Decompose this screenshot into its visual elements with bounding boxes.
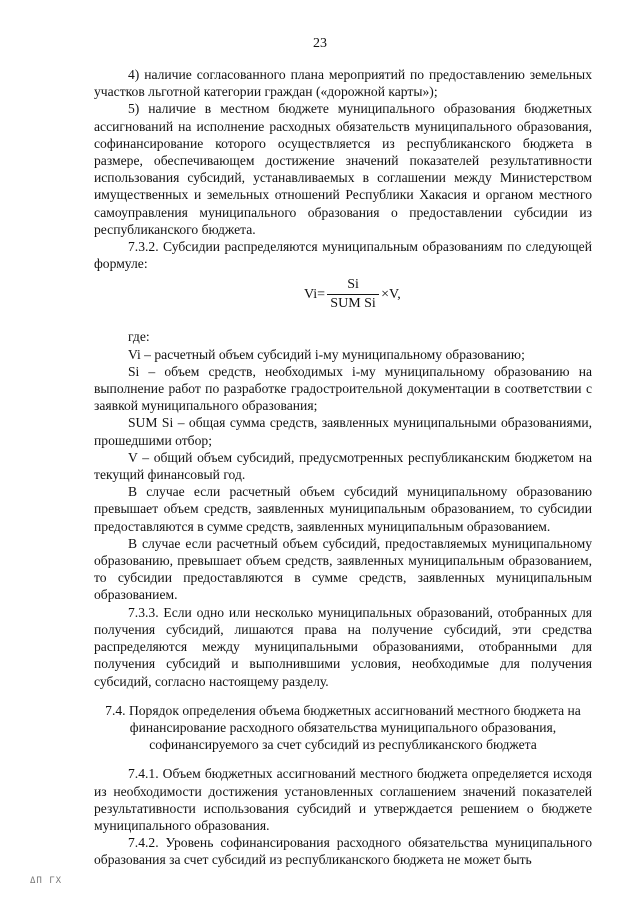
where-label: где:: [128, 329, 150, 345]
formula-fraction: [327, 276, 379, 313]
section-spacer: [94, 753, 592, 765]
distribution-formula: [304, 276, 401, 313]
definition-vi: Vi – расчетный объем субсидий i-му муниципальному образованию;: [128, 346, 525, 362]
formula-lhs: Vi=: [304, 287, 326, 303]
paragraph-7-3-2: 7.3.2. Субсидии распределяются муниципальным образованиям по следующей формуле:: [94, 239, 592, 272]
document-body: [94, 66, 592, 869]
definition-sum-si: SUM Si – общая сумма средств, заявленных муниципальными образованиями, прошедшими отбор;: [94, 415, 592, 448]
section-spacer: [94, 690, 592, 702]
paragraph-excess-case-2: В случае если расчетный объем субсидий, предоставляемых муниципальному образованию, превышает объем средств, заявленных муниципальным образованием, то субсидии предоставляются в сумме средств, заявленных муниципальным образованием.: [94, 535, 592, 603]
definition-si: Si – объем средств, необходимых i-му муниципальному образованию на выполнение работ по разработке градостроительной документации в соответствии с заявкой муниципального образования;: [94, 363, 592, 414]
paragraph-7-3-3: 7.3.3. Если одно или несколько муниципальных образований, отобранных для получения субсидий, лишаются права на получение субсидий, эти средства распределяются между муниципальными образованиями, отобранными для получения субсидий и выполнившими условия, необходимые для получения субсидий, согласно настоящему разделу.: [94, 604, 592, 689]
formula-numerator: Si: [347, 277, 359, 293]
paragraph-7-4-2: 7.4.2. Уровень софинансирования расходного обязательства муниципального образования за счет субсидий из республиканского бюджета не может быть: [94, 835, 592, 868]
section-title-7-4: 7.4. Порядок определения объема бюджетных ассигнований местного бюджета на финансирование расходного обязательства муниципального образования, софинансируемого за счет субсидий из республиканского бюджета: [105, 702, 581, 753]
paragraph-condition-5: 5) наличие в местном бюджете муниципального образования бюджетных ассигнований на исполнение расходных обязательств муниципального образования, софинансирование которого осуществляется из республиканского бюджета в размере, обеспечивающем достижение значений показателей результативности использования субсидий, устанавливаемых в соглашении между Министерством имущественных и земельных отношений Республики Хакасия и органом местного самоуправления муниципального образования о предоставлении субсидии из республиканского бюджета.: [94, 101, 592, 237]
paragraph-7-4-1: 7.4.1. Объем бюджетных ассигнований местного бюджета определяется исходя из необходимости достижения установленных соглашением значений показателей результативности использования субсидий и утверждается решением о бюджете муниципального образования.: [94, 766, 592, 833]
formula-denominator: SUM Si: [330, 296, 376, 312]
paragraph-excess-case-1: В случае если расчетный объем субсидий муниципальному образованию превышает объем средств, заявленных муниципальным образованием, то субсидии предоставляются в сумме средств, заявленных муниципальным образованием.: [94, 484, 592, 534]
formula-rhs: ×V,: [381, 287, 401, 303]
paragraph-condition-4: 4) наличие согласованного плана мероприятий по предоставлению земельных участков льготной категории граждан («дорожной карты»);: [94, 67, 592, 100]
footer-mark: ΔΠ ΓΧ: [30, 876, 63, 886]
page-number: 23: [313, 36, 327, 51]
definition-v: V – общий объем субсидий, предусмотренных республиканским бюджетом на текущий финансовый год.: [94, 449, 592, 483]
formula-block: [94, 276, 592, 322]
